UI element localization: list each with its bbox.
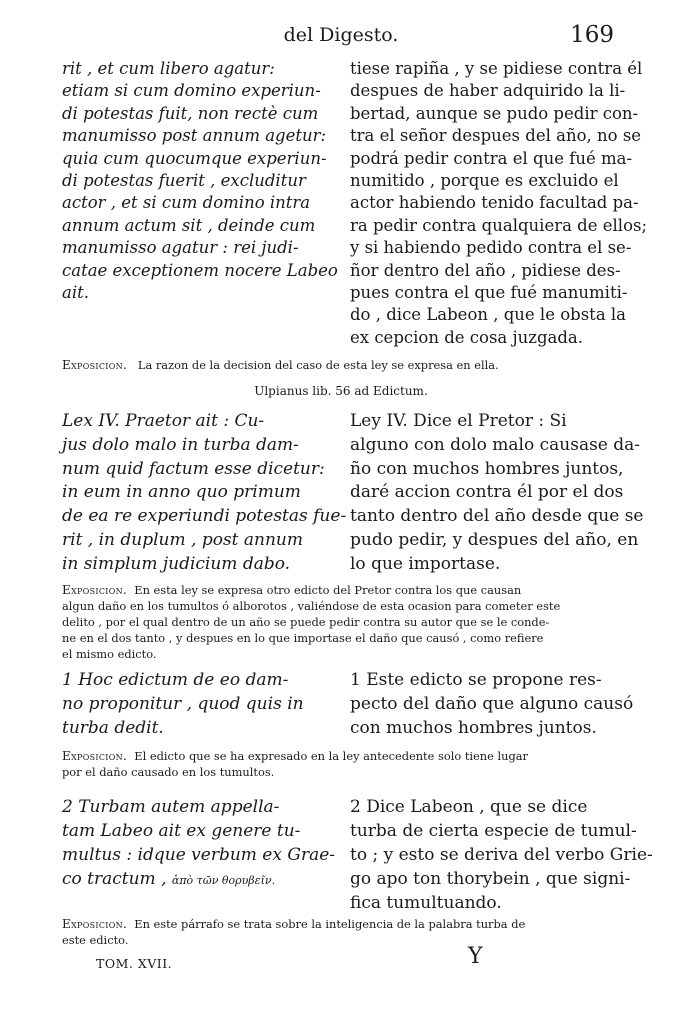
text-line: tra el señor despues del año, no se: [350, 126, 642, 146]
text-line: in simplum judicium dabo.: [62, 553, 291, 574]
text-line: este edicto.: [62, 933, 129, 947]
text-line: ñor dentro del año , pidiese des-: [350, 260, 621, 280]
text-line: no proponitur , quod quis in: [62, 694, 304, 714]
text-line: ne en el dos tanto , y despues en lo que importase el daño que causó , como refiere: [62, 631, 544, 645]
text-line: jus dolo malo in turba dam-: [62, 434, 299, 455]
text-line: manumisso post annum agetur:: [62, 126, 327, 146]
exposition-4: [62, 916, 622, 948]
text-line: bertad, aunque se pudo pedir con-: [350, 103, 639, 123]
exposition-text: La razon de la decision del caso de esta ley se expresa en ella.: [137, 358, 499, 372]
page-number: 169: [570, 22, 614, 48]
latin-column-4: [62, 795, 337, 893]
text-line: do , dice Labeon , que le obsta la: [350, 305, 627, 325]
text-line: di potestas fuerit , excluditur: [62, 171, 306, 191]
text-line: pecto del daño que alguno causó: [350, 694, 634, 714]
text-line: delito , por el qual dentro de un año se puede pedir contra su autor que se le conde-: [62, 615, 550, 629]
text-line: y si habiendo pedido contra el se-: [350, 238, 632, 258]
text-line: catae exceptionem nocere Labeo: [62, 260, 338, 280]
spanish-column-2: [350, 410, 644, 577]
running-title: del Digesto.: [283, 24, 399, 46]
exposition-3: [62, 748, 622, 780]
text-line: podrá pedir contra el que fué ma-: [350, 148, 633, 168]
text-line: multus : idque verbum ex Grae-: [62, 845, 336, 865]
latin-column-1: [62, 58, 338, 304]
text-line: actor , et si cum domino intra: [62, 193, 311, 213]
text-line: actor habiendo tenido facultad pa-: [350, 193, 639, 213]
text-line: algun daño en los tumultos ó alborotos , valiéndose de esta ocasion para cometer este: [62, 599, 561, 613]
text-line: tanto dentro del año desde que se: [350, 506, 644, 527]
spanish-column-4: [350, 795, 653, 915]
text-line: turba de cierta especie de tumul-: [350, 821, 637, 841]
text-line: por el daño causado en los tumultos.: [62, 765, 275, 779]
exposition-label: Exposicion.: [62, 358, 127, 372]
text-line: quia cum quocumque experiun-: [62, 148, 327, 168]
spanish-column-3: [350, 668, 634, 740]
text-line: ait.: [62, 283, 89, 303]
exposition-2: [62, 582, 622, 662]
text-line: annum actum sit , deinde cum: [62, 215, 316, 235]
text-line: despues de haber adquirido la li-: [350, 81, 626, 101]
text-line: En este párrafo se trata sobre la inteligencia de la palabra turba de: [134, 917, 526, 931]
source-citation: Ulpianus lib. 56 ad Edictum.: [254, 384, 428, 398]
exposition-1: [62, 357, 622, 373]
text-line: di potestas fuit, non rectè cum: [62, 103, 319, 123]
exposition-label: Exposicion.: [62, 749, 127, 763]
text-line: pudo pedir, y despues del año, en: [350, 529, 639, 550]
text-line: con muchos hombres juntos.: [350, 718, 597, 738]
latin-column-2: [62, 410, 347, 577]
greek-phrase: ἀπὸ τῶν θορυβεῖν.: [171, 874, 276, 887]
volume-mark: TOM. XVII.: [96, 956, 173, 971]
signature-mark: Y: [468, 944, 483, 969]
text-line: numitido , porque es excluido el: [350, 171, 619, 191]
text-line: daré accion contra él por el dos: [350, 482, 624, 503]
text-line: alguno con dolo malo causase da-: [350, 434, 641, 455]
text-line: Ley IV. Dice el Pretor : Si: [350, 411, 567, 431]
text-line: to ; y esto se deriva del verbo Grie-: [350, 845, 653, 865]
text-line: lo que importase.: [350, 553, 501, 574]
latin-column-3: [62, 668, 337, 740]
text-line: go apo ton thorybein , que signi-: [350, 869, 631, 889]
text-line: ex cepcion de cosa juzgada.: [350, 327, 583, 347]
text-line: 2 Turbam autem appella-: [62, 797, 280, 817]
text-line: turba dedit.: [62, 718, 164, 738]
text-line: 1 Este edicto se propone res-: [350, 670, 602, 690]
spanish-column-1: [350, 58, 648, 349]
text-line: En esta ley se expresa otro edicto del Pretor contra los que causan: [134, 583, 522, 597]
text-line: rit , et cum libero agatur:: [62, 59, 275, 78]
page-header: [0, 22, 682, 52]
text-line: de ea re experiundi potestas fue-: [62, 506, 347, 527]
text-line: manumisso agatur : rei judi-: [62, 238, 299, 258]
text-line: ra pedir contra qualquiera de ellos;: [350, 215, 648, 235]
text-line: El edicto que se ha expresado en la ley antecedente solo tiene lugar: [134, 749, 528, 763]
exposition-label: Exposicion.: [62, 583, 127, 597]
text-line: 2 Dice Labeon , que se dice: [350, 797, 588, 817]
text-line: tam Labeo ait ex genere tu-: [62, 821, 301, 841]
text-line: num quid factum esse dicetur:: [62, 458, 325, 479]
text-line: 1 Hoc edictum de eo dam-: [62, 670, 289, 690]
text-line: ño con muchos hombres juntos,: [350, 458, 624, 479]
exposition-label: Exposicion.: [62, 917, 127, 931]
text-line: el mismo edicto.: [62, 647, 157, 661]
text-line: fica tumultuando.: [350, 893, 502, 913]
text-line: co tractum ,: [62, 869, 167, 889]
text-line: tiese rapiña , y se pidiese contra él: [350, 59, 643, 78]
text-line: Lex IV. Praetor ait : Cu-: [62, 411, 265, 431]
text-line: in eum in anno quo primum: [62, 482, 301, 503]
text-line: pues contra el que fué manumiti-: [350, 283, 628, 303]
text-line: rit , in duplum , post annum: [62, 529, 304, 550]
text-line: etiam si cum domino experiun-: [62, 81, 321, 101]
